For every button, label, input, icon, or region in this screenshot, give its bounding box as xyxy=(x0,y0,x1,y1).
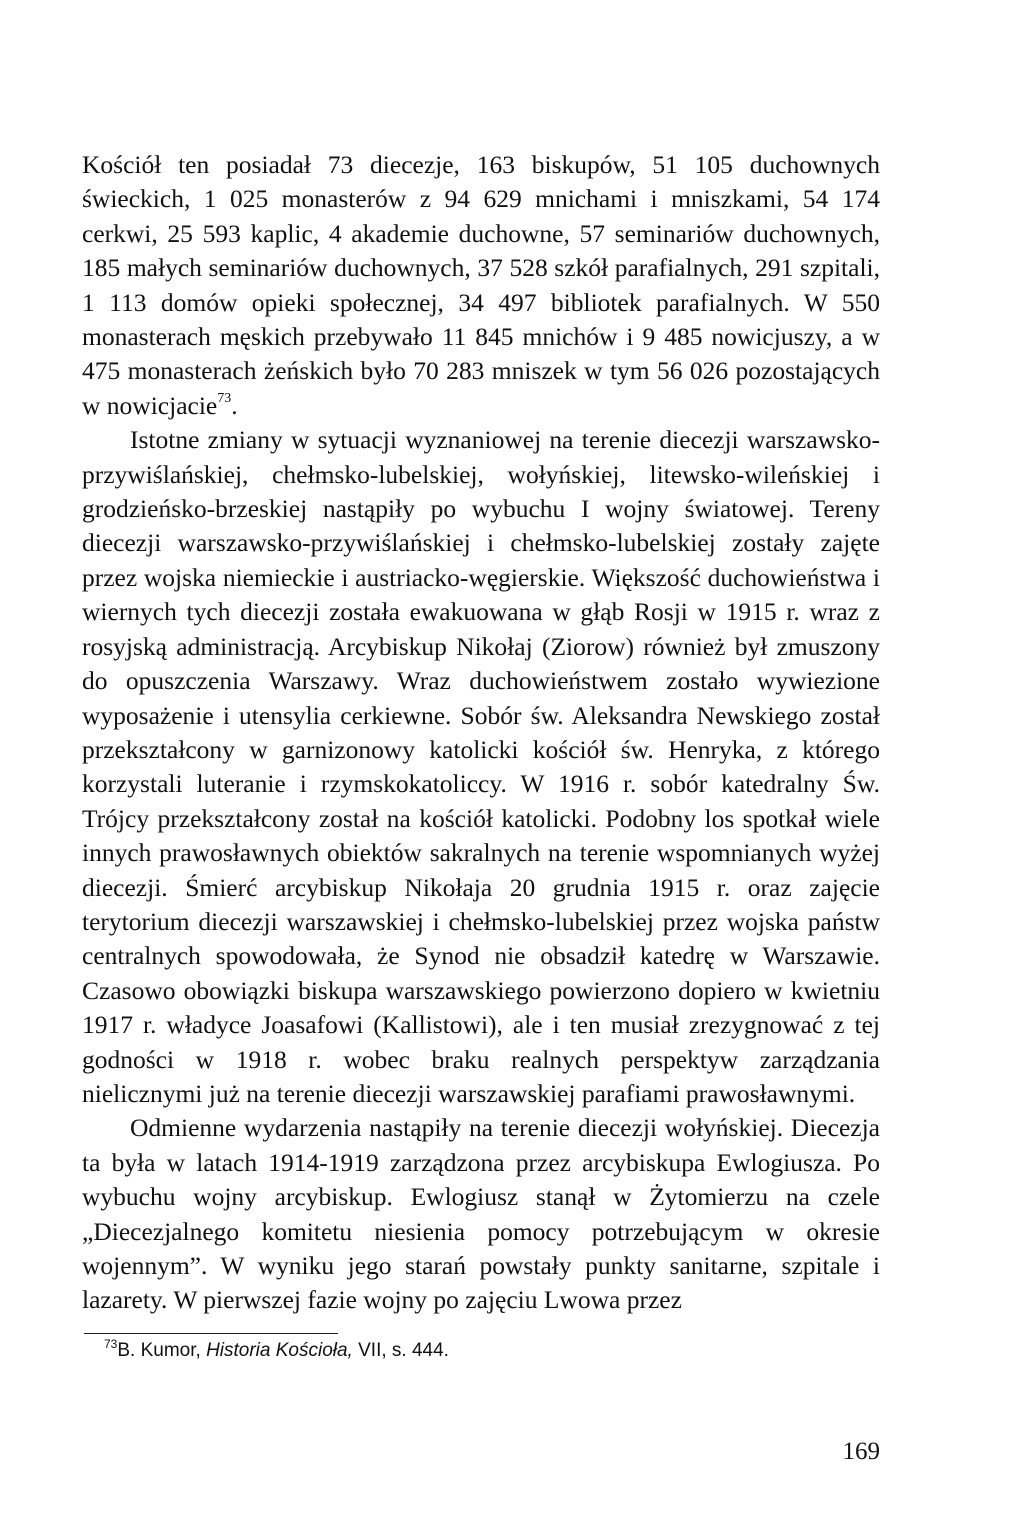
footnote-number: 73 xyxy=(104,1336,118,1351)
footnote-divider xyxy=(84,1333,338,1334)
paragraph-1-text: Kościół ten posiadał 73 diecezje, 163 biskupów, 51 105 duchownych świeckich, 1 025 monasterów z 94 629 mnichami i mniszkami, 54 174 cerkwi, 25 593 kaplic, 4 akademie duchowne, 57 seminariów duchownych, 185 małych seminariów duchownych, 37 528 szkół parafialnych, 291 szpitali, 1 113 domów opieki społecznej, 34 497 bibliotek parafialnych. W 550 monasterach męskich przebywało 11 845 mnichów i 9 485 nowicjuszy, a w 475 monasterach żeńskich było 70 283 mniszek w tym 56 026 pozostających w nowicjacie xyxy=(82,150,880,420)
paragraph-3: Odmienne wydarzenia nastąpiły na terenie diecezji wołyńskiej. Diecezja ta była w latach 1914-1919 zarządzona przez arcybiskupa Ewlogiusza. Po wybuchu wojny arcybiskup. Ewlogiusz stanął w Żytomierzu na czele „Diecezjalnego komitetu niesienia pomocy potrzebującym w okresie wojennym”. W wyniku jego starań powstały punkty sanitarne, szpitale i lazarety. W pierwszej fazie wojny po zajęciu Lwowa przez xyxy=(82,1113,880,1315)
footnote-details: VII, s. 444. xyxy=(358,1340,449,1361)
footnote-reference: 73 xyxy=(217,391,232,407)
paragraph-2: Istotne zmiany w sytuacji wyznaniowej na terenie diecezji warszawsko-przywiślańskiej, chełmsko-lubelskiej, wołyńskiej, litewsko-wileńskiej i grodzieńsko-brzeskiej nastąpiły po wybuchu I wojny światowej. Tereny diecezji warszawsko-przywiślańskiej i chełmsko-lubelskiej zostały zajęte przez wojska niemieckie i austriacko-węgierskie. Większość duchowieństwa i wiernych tych diecezji została ewakuowana w głąb Rosji w 1915 r. wraz z rosyjską administracją. Arcybiskup Nikołaj (Ziorow) również był zmuszony do opuszczenia Warszawy. Wraz duchowieństwem zostało wywiezione wyposażenie i utensylia cerkiewne. Sobór św. Aleksandra Newskiego został przekształcony w garnizonowy katolicki kościół św. Henryka, z którego korzystali luteranie i rzymskokatoliccy. W 1916 r. sobór katedralny Św. Trójcy przekształcony został na kościół katolicki. Podobny los spotkał wiele innych prawosławnych obiektów sakralnych na terenie wspomnianych wyżej diecezji. Śmierć arcybiskup Nikołaja 20 grudnia 1915 r. oraz zajęcie terytorium diecezji warszawskiej i chełmsko-lubelskiej przez wojska państw centralnych spowodowała, że Synod nie obsadził katedrę w Warszawie. Czasowo obowiązki biskupa warszawskiego powierzono dopiero w kwietniu 1917 r. władyce Joasafowi (Kallistowi), ale i ten musiał zrezygnować z tej godności w 1918 r. wobec braku realnych perspektyw zarządzania nielicznymi już na terenie diecezji warszawskiej parafiami prawosławnymi. xyxy=(82,425,880,1108)
page-number: 169 xyxy=(842,1438,880,1465)
main-text xyxy=(82,148,880,1318)
footnote xyxy=(104,1338,864,1364)
paragraph-1-tail: . xyxy=(231,390,238,420)
footnote-title: Historia Kościoła, xyxy=(206,1340,353,1361)
footnote-author: B. Kumor, xyxy=(117,1340,201,1361)
paragraph-1 xyxy=(82,148,880,423)
